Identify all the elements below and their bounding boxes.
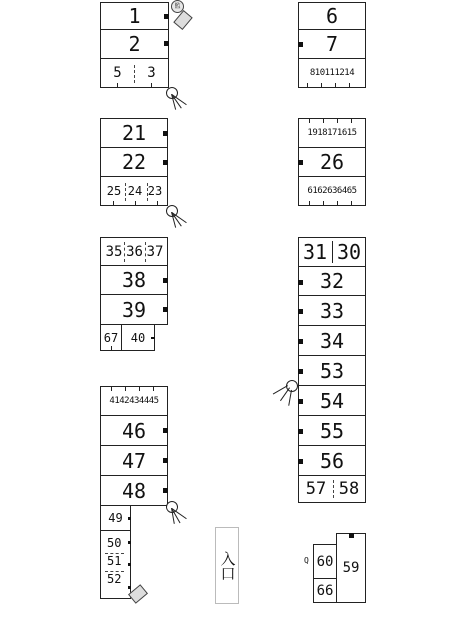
unit-number: 2 — [128, 32, 141, 56]
locker-row-57-58[interactable] — [298, 475, 366, 503]
unit-number: 35 — [105, 243, 123, 260]
unit-number: 52 — [107, 572, 122, 586]
locker-67[interactable] — [100, 324, 122, 351]
locker-39[interactable] — [100, 294, 168, 325]
unit-number: 23 — [147, 184, 163, 198]
unit-number: 6 — [325, 4, 339, 28]
locker-row-25-23[interactable] — [100, 176, 168, 206]
locker-row-41-45[interactable] — [100, 386, 168, 416]
locker-48[interactable] — [100, 475, 168, 506]
unit-number: 24 — [127, 184, 143, 198]
unit-number: 5 — [113, 65, 122, 81]
locker-66[interactable] — [313, 578, 337, 603]
small-mark-icon: Q — [304, 556, 309, 565]
unit-number: 51 — [107, 554, 122, 568]
unit-number: 32 — [319, 269, 345, 293]
unit-number: 57 — [305, 479, 327, 499]
unit-number: 60 — [316, 553, 334, 570]
unit-number: 40 — [130, 330, 146, 345]
locker-6[interactable] — [298, 2, 366, 30]
locker-2[interactable] — [100, 29, 169, 59]
unit-numbers: 6162636465 — [307, 186, 357, 196]
locker-row-35-37[interactable] — [100, 237, 168, 266]
unit-number: 58 — [338, 479, 360, 499]
locker-47[interactable] — [100, 445, 168, 476]
handle — [163, 160, 168, 165]
unit-number: 1 — [128, 4, 141, 28]
unit-numbers: 4142434445 — [109, 396, 159, 406]
handle — [163, 307, 168, 312]
unit-number: 26 — [319, 150, 345, 174]
unit-number: 30 — [336, 240, 362, 264]
locker-49[interactable] — [100, 505, 131, 531]
locker-row-31-30[interactable] — [298, 237, 366, 267]
locker-7[interactable] — [298, 29, 366, 59]
locker-46[interactable] — [100, 415, 168, 446]
locker-33[interactable] — [298, 295, 366, 326]
locker-22[interactable] — [100, 147, 168, 177]
locker-stack-50-52[interactable] — [100, 530, 131, 599]
locker-1[interactable] — [100, 2, 169, 30]
unit-number: 22 — [121, 150, 147, 174]
unit-number: 53 — [319, 358, 345, 383]
locker-53[interactable] — [298, 355, 366, 386]
unit-number: 55 — [319, 418, 345, 443]
unit-number: 39 — [121, 297, 147, 322]
locker-55[interactable] — [298, 415, 366, 446]
handle — [163, 278, 168, 283]
unit-number: 38 — [121, 268, 147, 292]
unit-number: 37 — [146, 243, 164, 260]
locker-56[interactable] — [298, 445, 366, 476]
unit-number: 7 — [325, 32, 339, 56]
unit-number: 46 — [121, 418, 147, 443]
locker-54[interactable] — [298, 385, 366, 416]
unit-number: 66 — [316, 582, 334, 599]
unit-number: 21 — [121, 121, 147, 145]
device-icon — [128, 584, 148, 603]
unit-number: 25 — [106, 184, 122, 198]
camera-icon: 監 — [171, 0, 184, 13]
locker-34[interactable] — [298, 325, 366, 356]
locker-32[interactable] — [298, 266, 366, 296]
unit-number: 47 — [121, 448, 147, 473]
handle — [298, 160, 303, 165]
unit-number: 36 — [126, 243, 143, 260]
locker-59[interactable] — [336, 533, 366, 603]
handle — [163, 131, 168, 136]
unit-number: 33 — [319, 298, 345, 323]
unit-number: 48 — [121, 478, 147, 503]
locker-38[interactable] — [100, 265, 168, 295]
locker-row-61-66[interactable] — [298, 176, 366, 206]
unit-number: 59 — [342, 560, 360, 576]
locker-row-15-19[interactable] — [298, 118, 366, 148]
unit-number: 49 — [108, 511, 123, 525]
handle — [164, 41, 169, 46]
unit-number: 3 — [147, 65, 156, 81]
locker-row-5-3[interactable] — [100, 58, 169, 88]
device-icon — [173, 10, 192, 30]
locker-40[interactable] — [121, 324, 155, 351]
unit-number: 56 — [319, 448, 345, 473]
unit-numbers: 810111214 — [309, 68, 355, 78]
locker-row-8-14[interactable] — [298, 58, 366, 88]
unit-number: 31 — [302, 240, 328, 264]
handle — [298, 42, 303, 47]
locker-21[interactable] — [100, 118, 168, 148]
unit-number: 50 — [107, 536, 122, 550]
unit-number: 54 — [319, 388, 345, 413]
unit-numbers: 1918171615 — [307, 128, 357, 138]
handle — [164, 14, 169, 19]
entrance-sign: 入口 — [215, 527, 239, 604]
unit-number: 34 — [319, 328, 345, 353]
locker-60[interactable] — [313, 544, 337, 579]
unit-number: 67 — [103, 330, 119, 345]
locker-26[interactable] — [298, 147, 366, 177]
